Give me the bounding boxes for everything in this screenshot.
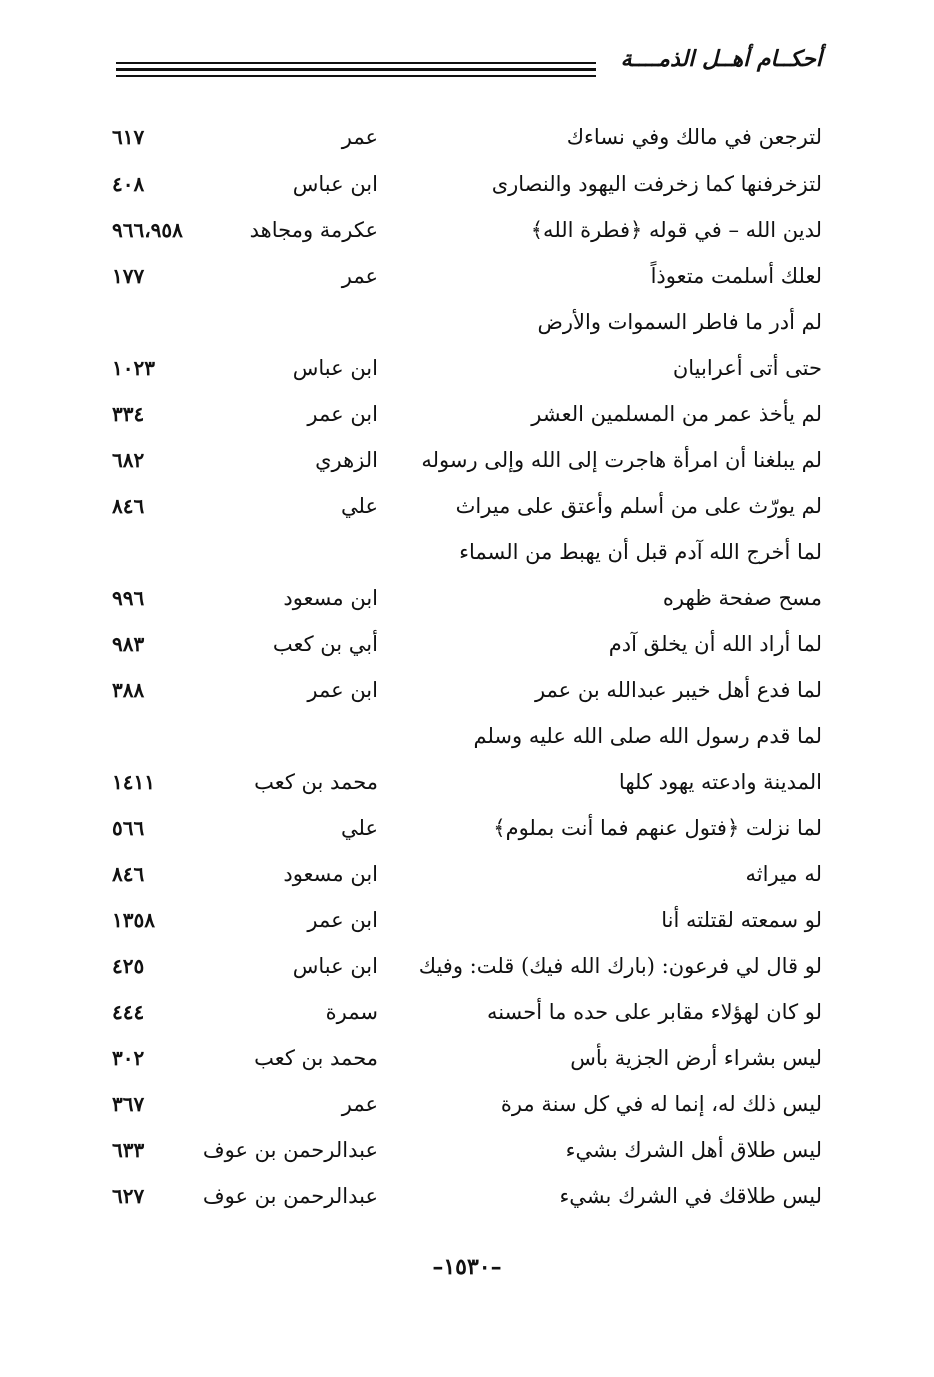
hadith-text: لما أراد الله أن يخلق آدم [608, 632, 822, 656]
hadith-text: لو كان لهؤلاء مقابر على حده ما أحسنه [486, 1000, 822, 1024]
page-number: –١٥٣٠– [432, 1254, 502, 1280]
page-reference: ٦٨٢ [112, 448, 145, 472]
index-row [0, 483, 934, 529]
page-reference: ٨٤٦ [112, 494, 145, 518]
hadith-text: لم يبلغنا أن امرأة هاجرت إلى الله وإلى رسوله [421, 448, 822, 472]
index-row [0, 989, 934, 1035]
hadith-text: له ميراثه [745, 862, 822, 886]
index-row [0, 1081, 934, 1127]
index-row [0, 437, 934, 483]
page-reference: ٦٢٧ [112, 1184, 145, 1208]
hadith-text: المدينة وادعته يهود كلها [618, 770, 822, 794]
narrator: عمر [341, 1092, 378, 1116]
index-row [0, 253, 934, 299]
index-row [0, 943, 934, 989]
narrator: عبدالرحمن بن عوف [202, 1184, 378, 1208]
index-row [0, 207, 934, 253]
hadith-text: ليس طلاقك في الشرك بشيء [559, 1184, 822, 1208]
index-row [0, 529, 934, 575]
hadith-text: حتى أتى أعرابيان [672, 356, 822, 380]
hadith-text: لما نزلت ﴿فتول عنهم فما أنت بملوم﴾ [493, 816, 822, 840]
index-row [0, 667, 934, 713]
narrator: علي [341, 494, 378, 518]
page-reference: ٣٨٨ [112, 678, 145, 702]
page-reference: ٩٦٦،٩٥٨ [112, 218, 183, 242]
index-row [0, 575, 934, 621]
hadith-text: لدين الله – في قوله ﴿فطرة الله﴾ [530, 218, 822, 242]
narrator: محمد بن كعب [254, 770, 378, 794]
narrator: عبدالرحمن بن عوف [202, 1138, 378, 1162]
page-reference: ٥٦٦ [112, 816, 145, 840]
hadith-text: لم أدر ما فاطر السموات والأرض [537, 310, 822, 334]
narrator: ابن عمر [307, 908, 378, 932]
hadith-text: لم يأخذ عمر من المسلمين العشر [531, 402, 822, 426]
narrator: ابن مسعود [283, 862, 378, 886]
page-reference: ٨٤٦ [112, 862, 145, 886]
index-row [0, 805, 934, 851]
index-row [0, 1035, 934, 1081]
narrator: عمر [341, 264, 378, 288]
header-rule [116, 68, 596, 71]
index-row [0, 299, 934, 345]
page-reference: ٦١٧ [112, 125, 145, 149]
hadith-text: ليس بشراء أرض الجزية بأس [570, 1046, 822, 1070]
hadith-text: لما قدم رسول الله صلى الله عليه وسلم [473, 724, 822, 748]
page-reference: ١٣٥٨ [112, 908, 155, 932]
page-reference: ٩٩٦ [112, 586, 145, 610]
narrator: أبي بن كعب [272, 632, 378, 656]
hadith-text: لتزخرفنها كما زخرفت اليهود والنصارى [491, 172, 822, 196]
page-reference: ٤٢٥ [112, 954, 145, 978]
page-reference: ١٠٢٣ [112, 356, 155, 380]
narrator: عكرمة ومجاهد [249, 218, 378, 242]
index-row [0, 161, 934, 207]
index-row [0, 114, 934, 160]
hadith-text: مسح صفحة ظهره [662, 586, 822, 610]
hadith-text: لما فدع أهل خيبر عبدالله بن عمر [534, 678, 822, 702]
narrator: سمرة [325, 1000, 378, 1024]
index-row [0, 391, 934, 437]
narrator: ابن عمر [307, 678, 378, 702]
page-reference: ٦٣٣ [112, 1138, 145, 1162]
page-reference: ١٤١١ [112, 770, 155, 794]
index-row [0, 713, 934, 759]
hadith-text: لو قال لي فرعون: (بارك الله فيك) قلت: وفيك [418, 954, 822, 978]
page-reference: ٣٣٤ [112, 402, 145, 426]
hadith-text: لترجعن في مالك وفي نساءك [566, 125, 822, 149]
header-rule [116, 62, 596, 64]
narrator: ابن مسعود [283, 586, 378, 610]
page-reference: ٣٦٧ [112, 1092, 145, 1116]
hadith-text: لما أخرج الله آدم قبل أن يهبط من السماء [459, 540, 822, 564]
narrator: محمد بن كعب [254, 1046, 378, 1070]
narrator: ابن عباس [292, 172, 378, 196]
page-reference: ٣٠٢ [112, 1046, 145, 1070]
narrator: ابن عباس [292, 356, 378, 380]
page-reference: ٤٠٨ [112, 172, 145, 196]
hadith-text: لعلك أسلمت متعوذاً [650, 264, 822, 288]
page-reference: ٤٤٤ [112, 1000, 145, 1024]
index-row [0, 897, 934, 943]
hadith-text: ليس ذلك له، إنما له في كل سنة مرة [500, 1092, 822, 1116]
narrator: ابن عمر [307, 402, 378, 426]
page-reference: ١٧٧ [112, 264, 145, 288]
narrator: ابن عباس [292, 954, 378, 978]
header-rule [116, 75, 596, 77]
index-row [0, 759, 934, 805]
index-row [0, 1173, 934, 1219]
narrator: الزهري [315, 448, 378, 472]
index-row [0, 851, 934, 897]
running-header-title: أحكــام أهــل الذمــــة [620, 46, 822, 72]
hadith-text: لم يورّث على من أسلم وأعتق على ميراث [455, 494, 822, 518]
index-row [0, 621, 934, 667]
narrator: علي [341, 816, 378, 840]
hadith-text: ليس طلاق أهل الشرك بشيء [565, 1138, 822, 1162]
page-reference: ٩٨٣ [112, 632, 145, 656]
hadith-text: لو سمعته لقتلته أنا [661, 908, 822, 932]
index-row [0, 345, 934, 391]
index-row [0, 1127, 934, 1173]
narrator: عمر [341, 125, 378, 149]
